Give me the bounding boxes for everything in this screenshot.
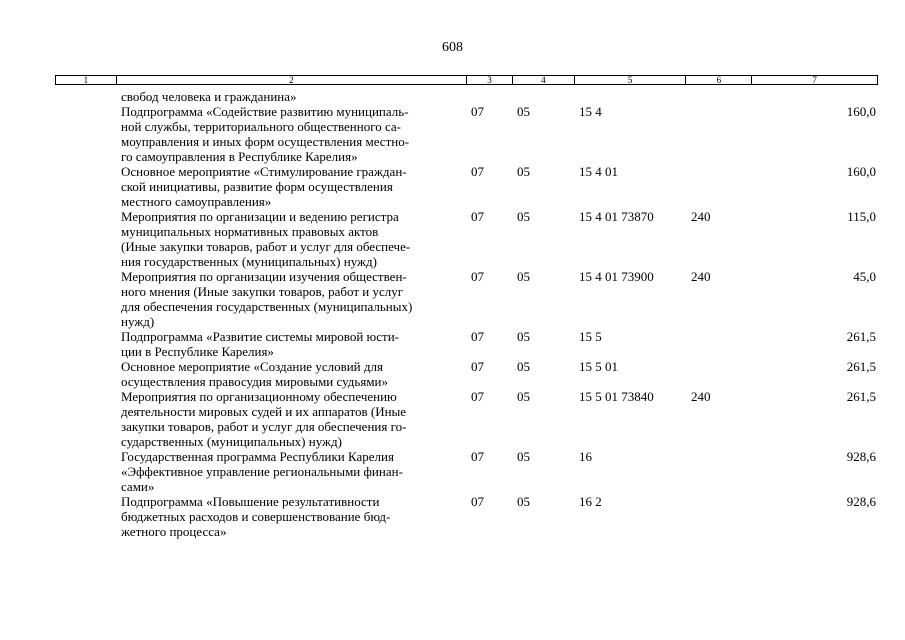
row-sum: 115,0 (847, 209, 876, 224)
row-name (121, 269, 466, 329)
row-name-line: местного самоуправления» (121, 194, 272, 209)
row-csr: 15 4 01 73900 (579, 269, 654, 284)
row-name-line: Подпрограмма «Повышение результативности (121, 494, 380, 509)
row-name-line: Основное мероприятие «Стимулирование граждан- (121, 164, 407, 179)
table-row (0, 389, 905, 449)
row-name (121, 329, 466, 359)
row-name (121, 449, 466, 494)
row-name-line: Подпрограмма «Развитие системы мировой юсти- (121, 329, 400, 344)
row-name-line: Мероприятия по организации изучения обществен- (121, 269, 407, 284)
table-header (55, 75, 878, 85)
row-razdel: 07 (471, 494, 484, 509)
row-csr: 15 5 01 (579, 359, 618, 374)
table-row (0, 449, 905, 494)
row-podrazdel: 05 (517, 164, 530, 179)
row-podrazdel: 05 (517, 494, 530, 509)
row-name-line: моуправления и иных форм осуществления местно- (121, 134, 410, 149)
row-podrazdel: 05 (517, 359, 530, 374)
row-name-line: Подпрограмма «Содействие развитию муниципаль- (121, 104, 409, 119)
header-col-2: 2 (117, 76, 467, 84)
row-razdel: 07 (471, 104, 484, 119)
row-name-line: ской инициативы, развитие форм осуществления (121, 179, 393, 194)
row-name (121, 389, 466, 449)
row-name-line: для обеспечения государственных (муниципальных) (121, 299, 413, 314)
row-name-line: жетного процесса» (121, 524, 227, 539)
row-podrazdel: 05 (517, 389, 530, 404)
table-row (0, 104, 905, 164)
row-razdel: 07 (471, 209, 484, 224)
row-razdel: 07 (471, 329, 484, 344)
row-vr: 240 (691, 389, 711, 404)
row-razdel: 07 (471, 389, 484, 404)
row-podrazdel: 05 (517, 329, 530, 344)
row-sum: 160,0 (846, 104, 876, 119)
table-row (0, 329, 905, 359)
row-sum: 928,6 (846, 494, 876, 509)
row-name-line: ния государственных (муниципальных) нужд) (121, 254, 377, 269)
row-name-line: Государственная программа Республики Карелия (121, 449, 394, 464)
row-sum: 928,6 (846, 449, 876, 464)
row-name (121, 494, 466, 539)
row-sum: 45,0 (853, 269, 876, 284)
table-row (0, 494, 905, 539)
row-name-line: Основное мероприятие «Создание условий для (121, 359, 383, 374)
header-col-7: 7 (812, 75, 817, 85)
row-csr: 15 4 01 (579, 164, 618, 179)
row-name-line: ной службы, территориального общественного са- (121, 119, 402, 134)
row-csr: 16 (579, 449, 592, 464)
row-razdel: 07 (471, 269, 484, 284)
row-sum: 261,5 (846, 329, 876, 344)
header-col-5: 5 (575, 76, 687, 84)
row-name (121, 359, 466, 389)
row-name-line: Мероприятия по организационному обеспечению (121, 389, 397, 404)
row-csr: 15 5 (579, 329, 602, 344)
row-name-line: ного мнения (Иные закупки товаров, работ и услуг (121, 284, 404, 299)
row-sum: 261,5 (846, 359, 876, 374)
row-name-line: деятельности мировых судей и их аппаратов (Иные (121, 404, 407, 419)
row-name (121, 164, 466, 209)
table-body (0, 89, 905, 539)
header-col-3: 3 (467, 76, 513, 84)
row-name-line: закупки товаров, работ и услуг для обеспечения го- (121, 419, 407, 434)
row-name-line: (Иные закупки товаров, работ и услуг для обеспече- (121, 239, 411, 254)
header-col-1: 1 (56, 76, 117, 84)
row-sum: 160,0 (846, 164, 876, 179)
row-name-line: свобод человека и гражданина» (121, 89, 297, 104)
row-name-line: «Эффективное управление региональными финан- (121, 464, 403, 479)
table-row (0, 209, 905, 269)
row-name-line: осуществления правосудия мировыми судьями» (121, 374, 389, 389)
row-name-line: сударственных (муниципальных) нужд) (121, 434, 342, 449)
row-podrazdel: 05 (517, 209, 530, 224)
row-name-line: муниципальных нормативных правовых актов (121, 224, 379, 239)
row-name-line: сами» (121, 479, 155, 494)
row-podrazdel: 05 (517, 449, 530, 464)
row-name (121, 209, 466, 269)
row-name-line: го самоуправления в Республике Карелия» (121, 149, 358, 164)
row-csr: 15 4 01 73870 (579, 209, 654, 224)
header-col-6: 6 (686, 76, 752, 84)
header-col-4: 4 (513, 76, 575, 84)
table-row (0, 164, 905, 209)
row-name-line: ции в Республике Карелия» (121, 344, 274, 359)
row-podrazdel: 05 (517, 104, 530, 119)
row-name (121, 104, 466, 164)
row-vr: 240 (691, 209, 711, 224)
row-podrazdel: 05 (517, 269, 530, 284)
row-vr: 240 (691, 269, 711, 284)
table-row (0, 359, 905, 389)
row-sum: 261,5 (846, 389, 876, 404)
table-row (0, 89, 905, 104)
row-name-line: нужд) (121, 314, 155, 329)
row-razdel: 07 (471, 164, 484, 179)
page-number: 608 (442, 40, 463, 55)
row-name-line: Мероприятия по организации и ведению регистра (121, 209, 399, 224)
row-razdel: 07 (471, 359, 484, 374)
row-name-line: бюджетных расходов и совершенствование бюд- (121, 509, 391, 524)
row-csr: 16 2 (579, 494, 602, 509)
row-razdel: 07 (471, 449, 484, 464)
row-csr: 15 4 (579, 104, 602, 119)
row-name (121, 89, 466, 104)
table-row (0, 269, 905, 329)
row-csr: 15 5 01 73840 (579, 389, 654, 404)
